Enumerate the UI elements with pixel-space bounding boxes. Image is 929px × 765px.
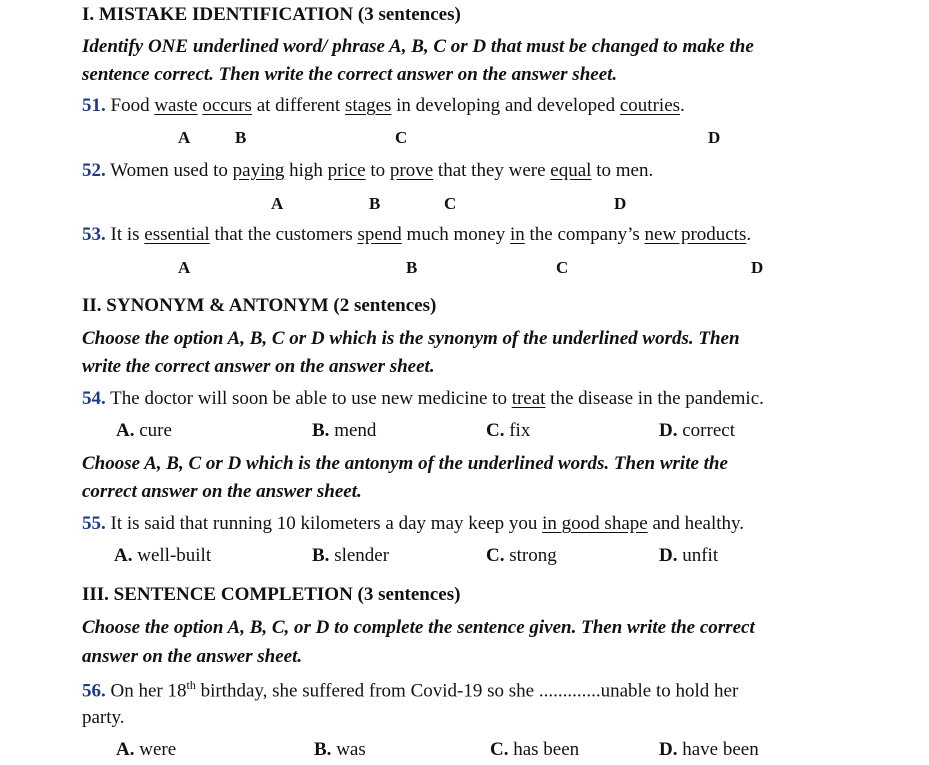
underlined-phrase: in good shape: [542, 513, 648, 534]
label-c: C: [556, 258, 569, 277]
option-key: D.: [659, 739, 678, 760]
question-number: 52.: [82, 160, 106, 181]
option-b: [312, 545, 389, 567]
option-key: A.: [114, 545, 133, 566]
option-d: [659, 420, 735, 442]
question-number: 54.: [82, 388, 106, 409]
text: and healthy.: [647, 513, 745, 534]
question-51: [82, 95, 685, 117]
option-a: [114, 545, 211, 567]
question-number: 55.: [82, 513, 106, 534]
label-a: A: [178, 258, 191, 277]
underlined-d: coutries: [619, 95, 681, 116]
underlined-c: prove: [389, 160, 434, 181]
option-text: fix: [504, 420, 531, 441]
option-c: [486, 545, 557, 567]
option-key: A.: [116, 739, 135, 760]
question-number: 53.: [82, 224, 106, 245]
text: .: [746, 224, 752, 245]
underlined-b: spend: [357, 224, 402, 245]
question-number: 51.: [82, 95, 106, 116]
question-number: 56.: [82, 680, 106, 702]
text: Food: [105, 95, 155, 116]
underlined-a: waste: [154, 95, 198, 116]
text: that the customers: [209, 224, 358, 245]
option-d: [659, 739, 759, 761]
text: high: [284, 160, 328, 181]
section-2-heading: II. SYNONYM & ANTONYM (2 sentences): [82, 295, 437, 316]
label-a: A: [178, 128, 191, 147]
underlined-a: paying: [232, 160, 285, 181]
label-b: B: [369, 194, 381, 213]
option-text: cure: [134, 420, 172, 441]
option-key: C.: [486, 420, 505, 441]
option-key: D.: [659, 420, 678, 441]
question-56-line-2: party.: [82, 707, 125, 728]
option-key: C.: [486, 545, 505, 566]
question-54: [82, 388, 764, 410]
section-3-instruction-line-2: answer on the answer sheet.: [82, 646, 303, 667]
question-52: [82, 160, 653, 182]
label-a: A: [271, 194, 284, 213]
section-3-heading: III. SENTENCE COMPLETION (3 sentences): [82, 584, 461, 605]
text: at different: [251, 95, 345, 116]
text: to: [365, 160, 390, 181]
underlined-b: occurs: [202, 95, 252, 116]
option-text: has been: [508, 739, 580, 760]
question-55: [82, 513, 744, 535]
option-c: [490, 739, 579, 761]
option-text: strong: [504, 545, 557, 566]
label-c: C: [444, 194, 457, 213]
question-56: [82, 678, 738, 702]
option-text: mend: [329, 420, 377, 441]
option-c: [486, 420, 530, 442]
text: On her 18: [105, 680, 187, 702]
label-b: B: [235, 128, 247, 147]
underlined-c: stages: [344, 95, 392, 116]
text: the company’s: [524, 224, 645, 245]
option-b: [312, 420, 376, 442]
option-d: [659, 545, 718, 567]
ordinal-suffix: th: [186, 678, 196, 692]
text: that they were: [433, 160, 551, 181]
label-d: D: [751, 258, 764, 277]
section-2-antonym-instruction-line-2: correct answer on the answer sheet.: [82, 481, 362, 502]
option-text: were: [134, 739, 177, 760]
option-text: correct: [677, 420, 735, 441]
option-a: [116, 739, 176, 761]
label-b: B: [406, 258, 418, 277]
text: to men.: [591, 160, 654, 181]
option-b: [314, 739, 366, 761]
text: It is: [105, 224, 145, 245]
option-a: [116, 420, 172, 442]
option-text: have been: [677, 739, 759, 760]
section-3-instruction-line-1: Choose the option A, B, C, or D to complete the sentence given. Then write the correct: [82, 617, 755, 638]
option-key: B.: [312, 420, 330, 441]
underlined-d: new products: [644, 224, 747, 245]
section-2-antonym-instruction-line-1: Choose A, B, C or D which is the antonym of the underlined words. Then write the: [82, 453, 728, 474]
option-key: B.: [312, 545, 330, 566]
underlined-word: treat: [511, 388, 546, 409]
label-d: D: [708, 128, 721, 147]
section-1-instruction-line-1: Identify ONE underlined word/ phrase A, B, C or D that must be changed to make the: [82, 36, 754, 57]
text: Women used to: [105, 160, 233, 181]
option-text: was: [331, 739, 366, 760]
option-text: slender: [329, 545, 390, 566]
section-2-synonym-instruction-line-2: write the correct answer on the answer sheet.: [82, 356, 435, 377]
label-c: C: [395, 128, 408, 147]
text: much money: [401, 224, 510, 245]
question-53: [82, 224, 751, 246]
option-key: A.: [116, 420, 135, 441]
text: The doctor will soon be able to use new medicine to: [105, 388, 512, 409]
option-key: B.: [314, 739, 332, 760]
underlined-a: essential: [144, 224, 210, 245]
text: birthday, she suffered from Covid-19 so she .............unable to hold her: [195, 680, 739, 702]
section-1-instruction-line-2: sentence correct. Then write the correct answer on the answer sheet.: [82, 64, 618, 85]
text: in developing and developed: [391, 95, 620, 116]
text: It is said that running 10 kilometers a day may keep you: [105, 513, 543, 534]
option-key: C.: [490, 739, 509, 760]
underlined-c: in: [509, 224, 525, 245]
option-key: D.: [659, 545, 678, 566]
section-1-heading: I. MISTAKE IDENTIFICATION (3 sentences): [82, 4, 461, 25]
option-text: unfit: [677, 545, 719, 566]
section-2-synonym-instruction-line-1: Choose the option A, B, C or D which is the synonym of the underlined words. Then: [82, 328, 740, 349]
text: .: [680, 95, 685, 116]
underlined-b: price: [327, 160, 366, 181]
text: the disease in the pandemic.: [545, 388, 764, 409]
label-d: D: [614, 194, 627, 213]
underlined-d: equal: [550, 160, 592, 181]
option-text: well-built: [132, 545, 212, 566]
